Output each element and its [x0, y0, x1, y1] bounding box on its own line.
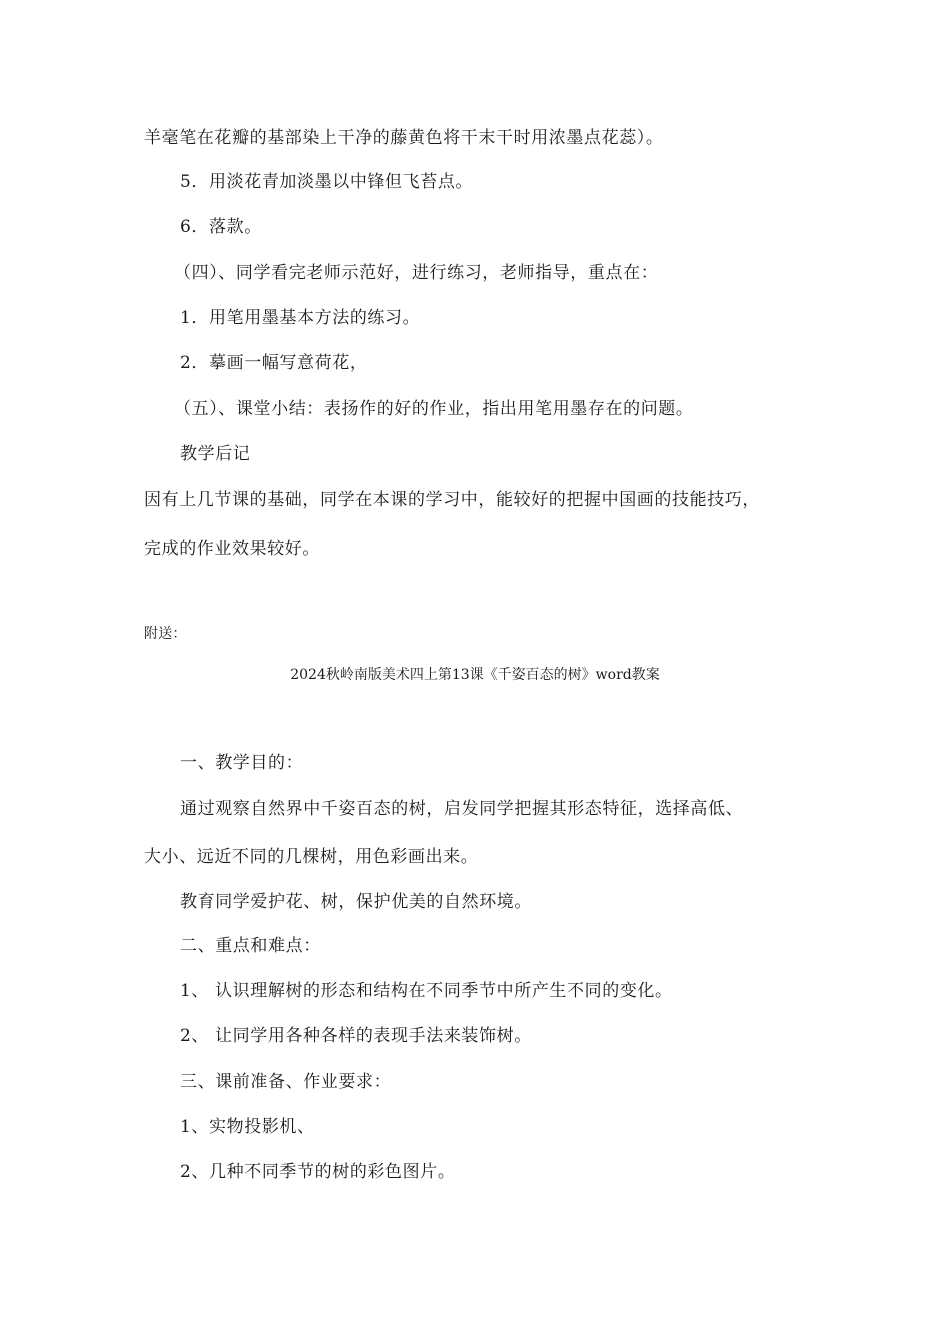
objectives-heading: 一、教学目的：: [180, 753, 304, 773]
key-point-2: 2、 让同学用各种各样的表现手法来装饰树。: [180, 1026, 532, 1046]
teaching-notes-heading: 教学后记: [180, 444, 251, 464]
appendix-label: 附送：: [144, 626, 187, 642]
teaching-notes-line-2: 完成的作业效果较好。: [144, 539, 320, 559]
practice-item-2: 2．摹画一幅写意荷花，: [180, 353, 368, 373]
key-point-1: 1、 认识理解树的形态和结构在不同季节中所产生不同的变化。: [180, 981, 673, 1001]
objective-line-2: 大小、远近不同的几棵树，用色彩画出来。: [144, 847, 479, 867]
appendix-title: 2024秋岭南版美术四上第13课《千姿百态的树》word教案: [290, 667, 660, 683]
objective-line-1: 通过观察自然界中千姿百态的树，启发同学把握其形态特征，选择高低、: [180, 799, 744, 819]
section-5-heading: （五）、课堂小结：表扬作的好的作业，指出用笔用墨存在的问题。: [174, 399, 694, 419]
step-6: 6．落款。: [180, 217, 262, 237]
preparation-item-1: 1、实物投影机、: [180, 1117, 315, 1137]
paragraph-line: 羊毫笔在花瓣的基部染上干净的藤黄色将干末干时用浓墨点花蕊）。: [144, 128, 664, 148]
section-4-heading: （四）、同学看完老师示范好，进行练习，老师指导，重点在：: [174, 263, 659, 283]
key-points-heading: 二、重点和难点：: [180, 936, 321, 956]
step-5: 5．用淡花青加淡墨以中锋但飞苔点。: [180, 172, 474, 192]
teaching-notes-line-1: 因有上几节课的基础，同学在本课的学习中，能较好的把握中国画的技能技巧，: [144, 490, 760, 510]
practice-item-1: 1．用笔用墨基本方法的练习。: [180, 308, 421, 328]
preparation-item-2: 2、几种不同季节的树的彩色图片。: [180, 1162, 456, 1182]
objective-line-3: 教育同学爱护花、树，保护优美的自然环境。: [180, 892, 532, 912]
preparation-heading: 三、课前准备、作业要求：: [180, 1072, 392, 1092]
